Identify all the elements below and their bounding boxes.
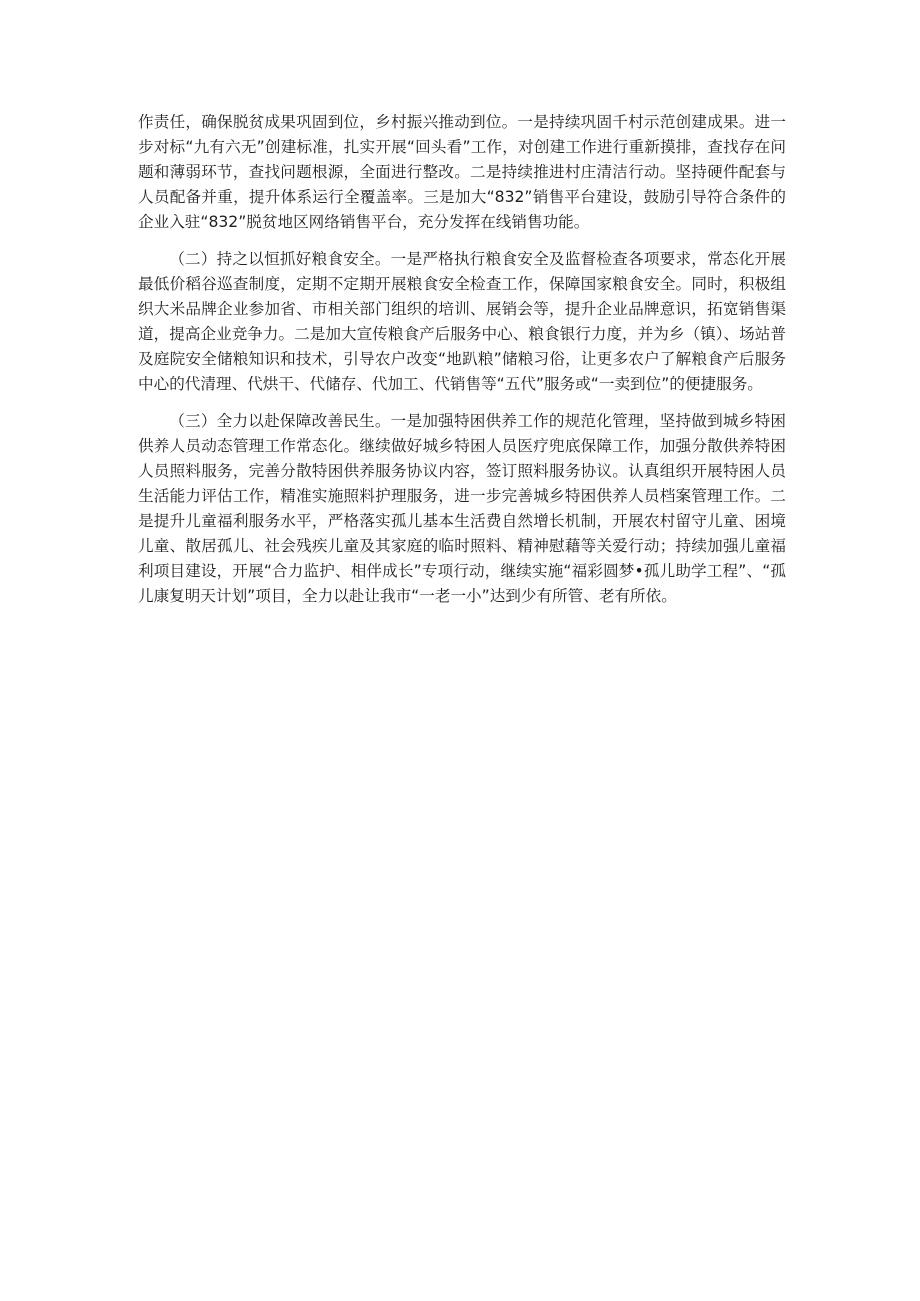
paragraph-3-livelihood: （三）全力以赴保障改善民生。一是加强特困供养工作的规范化管理，坚持做到城乡特困供养人员动态管理工作常态化。继续做好城乡特困人员医疗兜底保障工作，加强分散供养特困人员照料服务，完善分散特困供养服务协议内容，签订照料服务协议。认真组织开展特困人员生活能力评估工作，精准实施照料护理服务，进一步完善城乡特困供养人员档案管理工作。二是提升儿童福利服务水平，严格落实孤儿基本生活费自然增长机制，开展农村留守儿童、困境儿童、散居孤儿、社会残疾儿童及其家庭的临时照料、精神慰藉等关爱行动；持续加强儿童福利项目建设，开展“合力监护、相伴成长”专项行动，继续实施“福彩圆梦•孤儿助学工程”、“孤儿康复明天计划”项目，全力以赴让我市“一老一小”达到少有所管、老有所依。 bbox=[138, 412, 786, 605]
paragraph-2-food-security: （二）持之以恒抓好粮食安全。一是严格执行粮食安全及监督检查各项要求，常态化开展最低价稻谷巡查制度，定期不定期开展粮食安全检查工作，保障国家粮食安全。同时，积极组织大米品牌企业参加省、市相关部门组织的培训、展销会等，提升企业品牌意识，拓宽销售渠道，提高企业竞争力。二是加大宣传粮食产后服务中心、粮食银行力度，并为乡（镇）、场站普及庭院安全储粮知识和技术，引导农户改变“地趴粮”储粮习俗，让更多农户了解粮食产后服务中心的代清理、代烘干、代储存、代加工、代销售等“五代”服务或“一卖到位”的便捷服务。 bbox=[138, 250, 786, 393]
document-body bbox=[138, 110, 786, 621]
paragraph-1: 作责任，确保脱贫成果巩固到位，乡村振兴推动到位。一是持续巩固千村示范创建成果。进一步对标“九有六无”创建标准，扎实开展“回头看”工作，对创建工作进行重新摸排，查找存在问题和薄弱环节，查找问题根源，全面进行整改。二是持续推进村庄清洁行动。坚持硬件配套与人员配备并重，提升体系运行全覆盖率。三是加大“832”销售平台建设，鼓励引导符合条件的企业入驻“832”脱贫地区网络销售平台，充分发挥在线销售功能。 bbox=[138, 113, 786, 231]
